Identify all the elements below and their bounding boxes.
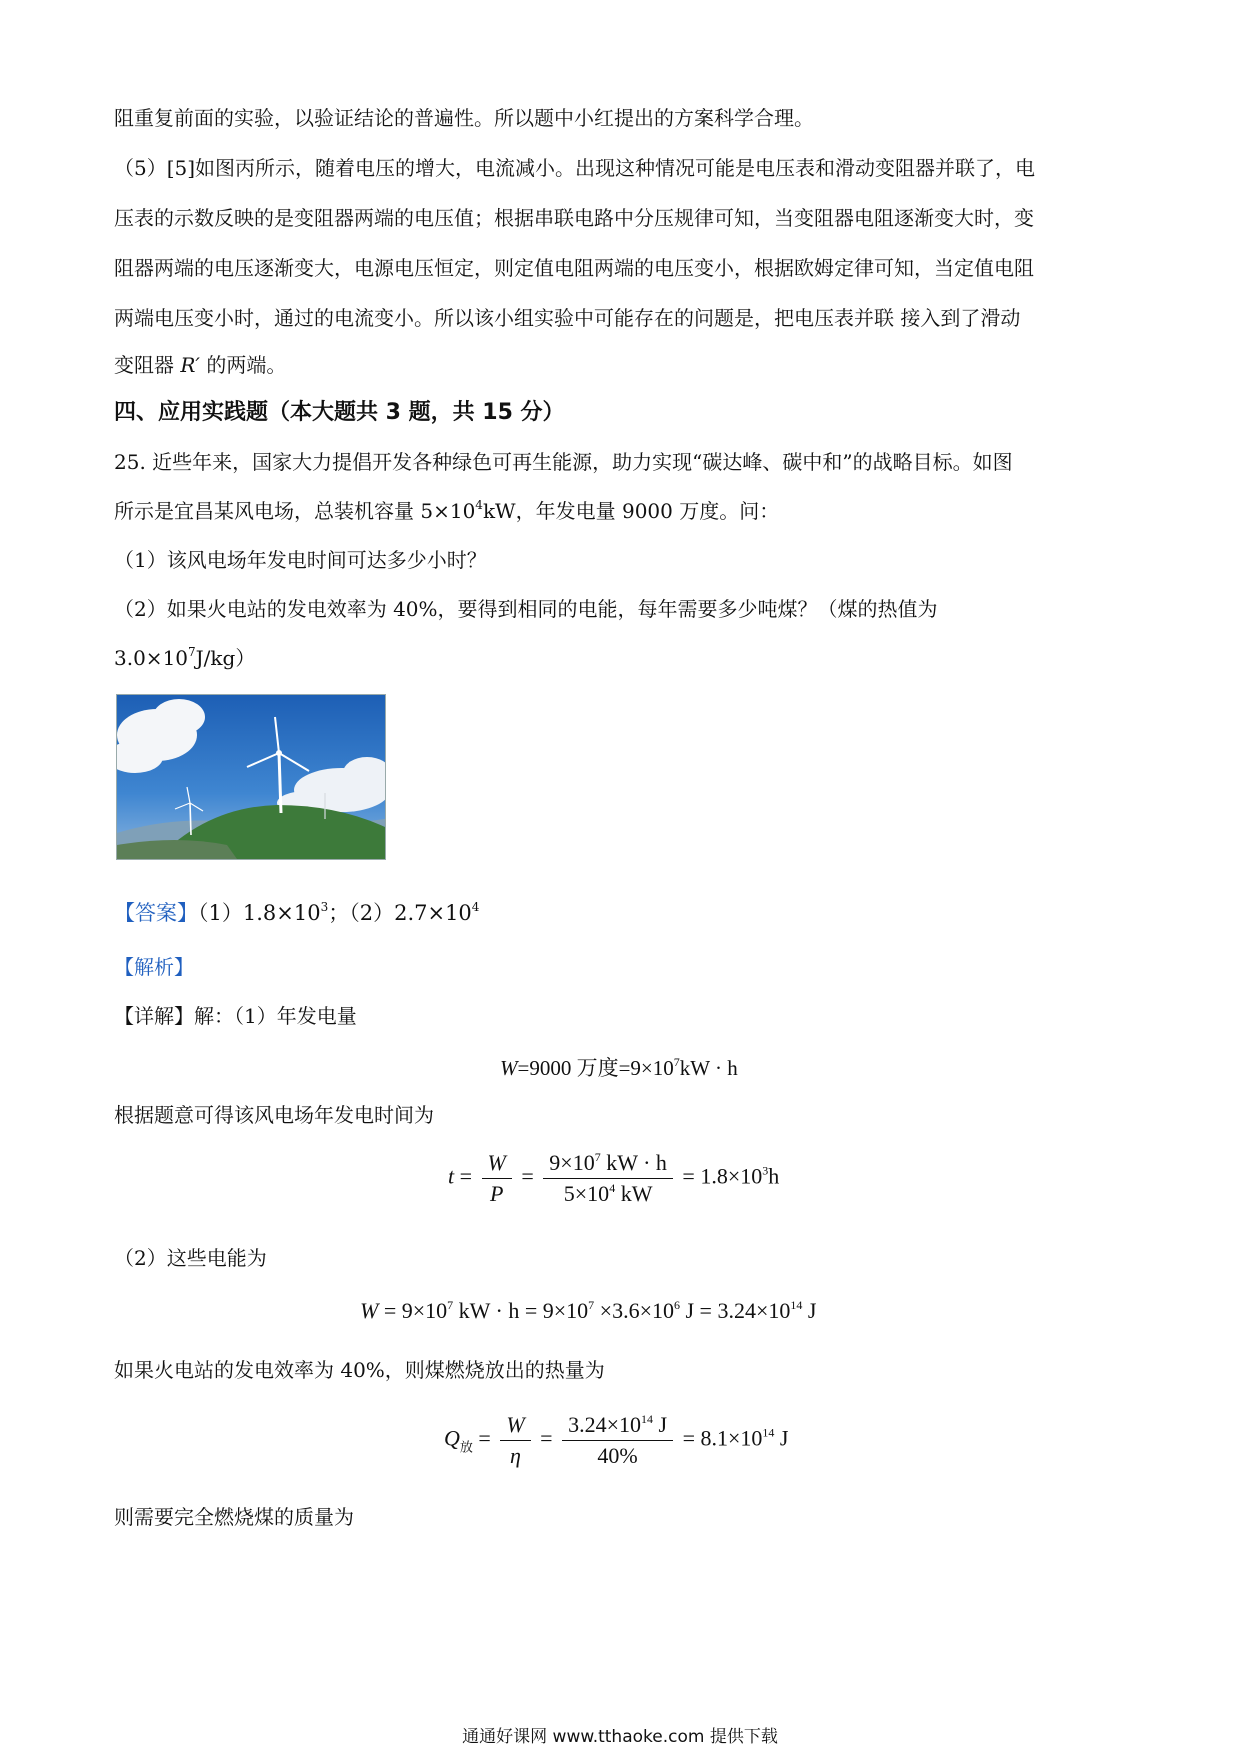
variable: R′: [180, 353, 200, 377]
paragraph-line: 阻重复前面的实验，以验证结论的普遍性。所以题中小红提出的方案科学合理。: [114, 106, 814, 130]
paragraph-line: （5）[5]如图丙所示，随着电压的增大，电流减小。出现这种情况可能是电压表和滑动变阻器并联了，电: [114, 156, 1036, 180]
text-span: J = 3.24×10: [680, 1298, 791, 1323]
fraction: [543, 1150, 673, 1207]
fraction-numerator: [562, 1412, 673, 1441]
sub-question: [114, 643, 255, 673]
text-span: J/kg）: [195, 646, 256, 670]
detail-line: （2）这些电能为: [114, 1246, 267, 1270]
fraction-denominator: η: [510, 1443, 521, 1468]
paragraph-line: [114, 350, 286, 380]
equation-4: [444, 1412, 788, 1469]
answer-part: ；（2）2.7×10: [328, 901, 472, 925]
fraction-numerator: W: [482, 1150, 512, 1179]
variable: Q: [444, 1425, 460, 1451]
wind-farm-illustration: [117, 695, 385, 859]
answer-line: [114, 898, 479, 928]
superscript: 3: [320, 900, 329, 914]
fraction-denominator: [543, 1179, 673, 1207]
superscript: 7: [588, 1298, 595, 1312]
text-span: kW: [615, 1181, 653, 1206]
detail-line: 根据题意可得该风电场年发电时间为: [114, 1103, 434, 1127]
detail-tag: 【详解】: [114, 1004, 194, 1028]
text-span: J: [802, 1298, 817, 1323]
paragraph-line: 阻器两端的电压逐渐变大，电源电压恒定，则定值电阻两端的电压变小，根据欧姆定律可知，当定值电阻: [114, 256, 1034, 280]
text-span: 3.24×10: [568, 1412, 641, 1437]
fraction-numerator: [543, 1150, 673, 1179]
answer-tag: 【答案】: [114, 901, 198, 925]
text-span: kW，年发电量 9000 万度。问：: [482, 499, 780, 523]
superscript: 4: [471, 900, 480, 914]
text-span: 变阻器: [114, 353, 181, 377]
page-footer: 通通好课网 www.tthaoke.com 提供下载: [462, 1727, 778, 1747]
text-span: h: [768, 1163, 780, 1189]
superscript: 7: [673, 1055, 680, 1069]
answer-part: （1）1.8×10: [198, 901, 321, 925]
text-span: = 8.1×10: [682, 1425, 763, 1451]
superscript: 7: [447, 1298, 454, 1312]
superscript: 4: [475, 498, 483, 512]
sub-question: （1）该风电场年发电时间可达多少小时？: [114, 548, 487, 572]
equation-2: [448, 1150, 779, 1207]
question-line: 25. 近些年来，国家大力提倡开发各种绿色可再生能源，助力实现“碳达峰、碳中和”的战略目标。如图: [114, 450, 1013, 474]
superscript: 7: [594, 1150, 601, 1164]
question-line: [114, 496, 779, 526]
text-span: J: [774, 1425, 789, 1451]
text-span: J: [653, 1412, 668, 1437]
fraction: [500, 1412, 530, 1469]
section-heading: 四、应用实践题（本大题共 3 题，共 15 分）: [114, 400, 565, 425]
variable: W: [500, 1056, 518, 1080]
equation-3: [360, 1298, 816, 1324]
analysis-tag: 【解析】: [114, 955, 194, 979]
text-span: 5×10: [563, 1181, 610, 1206]
fraction-numerator: W: [500, 1412, 530, 1441]
equals-sign: =: [459, 1163, 473, 1189]
text-span: =9000 万度=9×10: [517, 1056, 674, 1080]
fraction: [562, 1412, 673, 1469]
equals-sign: =: [521, 1163, 534, 1189]
variable: W: [360, 1298, 379, 1323]
text-span: kW · h = 9×10: [453, 1298, 589, 1323]
text-span: = 9×10: [378, 1298, 448, 1323]
text-span: 3.0×10: [114, 646, 189, 670]
superscript: 7: [188, 645, 196, 659]
superscript: 14: [641, 1412, 653, 1426]
fraction-denominator: 40%: [597, 1443, 638, 1468]
equals-sign: =: [540, 1425, 553, 1451]
fraction-denominator: P: [489, 1181, 504, 1206]
detail-line: 如果火电站的发电效率为 40%，则煤燃烧放出的热量为: [114, 1358, 605, 1382]
fraction: [482, 1150, 512, 1207]
wind-farm-photo: [116, 694, 386, 860]
text-span: 所示是宜昌某风电场，总装机容量 5×10: [114, 499, 476, 523]
superscript: 14: [790, 1298, 803, 1312]
sub-question: （2）如果火电站的发电效率为 40%，要得到相同的电能，每年需要多少吨煤？（煤的热值为: [114, 597, 938, 621]
paragraph-line: 两端电压变小时，通过的电流变小。所以该小组实验中可能存在的问题是，把电压表并联 接入到了滑动: [114, 306, 1021, 330]
text-span: 的两端。: [199, 353, 287, 377]
superscript: 6: [674, 1298, 680, 1312]
text-span: kW · h: [679, 1056, 738, 1080]
text-span: ×3.6×10: [594, 1298, 674, 1323]
detail-line: 则需要完全燃烧煤的质量为: [114, 1505, 354, 1529]
superscript: 3: [762, 1163, 769, 1178]
detail-line: [114, 1001, 357, 1031]
text-span: 解：（1）年发电量: [194, 1004, 357, 1028]
text-span: = 1.8×10: [682, 1163, 763, 1189]
variable: t: [448, 1163, 455, 1189]
equals-sign: =: [478, 1425, 491, 1451]
text-span: kW · h: [600, 1150, 667, 1175]
superscript: 14: [762, 1425, 775, 1440]
text-span: 9×10: [549, 1150, 595, 1175]
paragraph-line: 压表的示数反映的是变阻器两端的电压值；根据串联电路中分压规律可知，当变阻器电阻逐渐变大时，变: [114, 206, 1034, 230]
superscript: 4: [609, 1181, 616, 1195]
subscript: 放: [459, 1439, 473, 1455]
equation-1: [500, 1052, 738, 1082]
